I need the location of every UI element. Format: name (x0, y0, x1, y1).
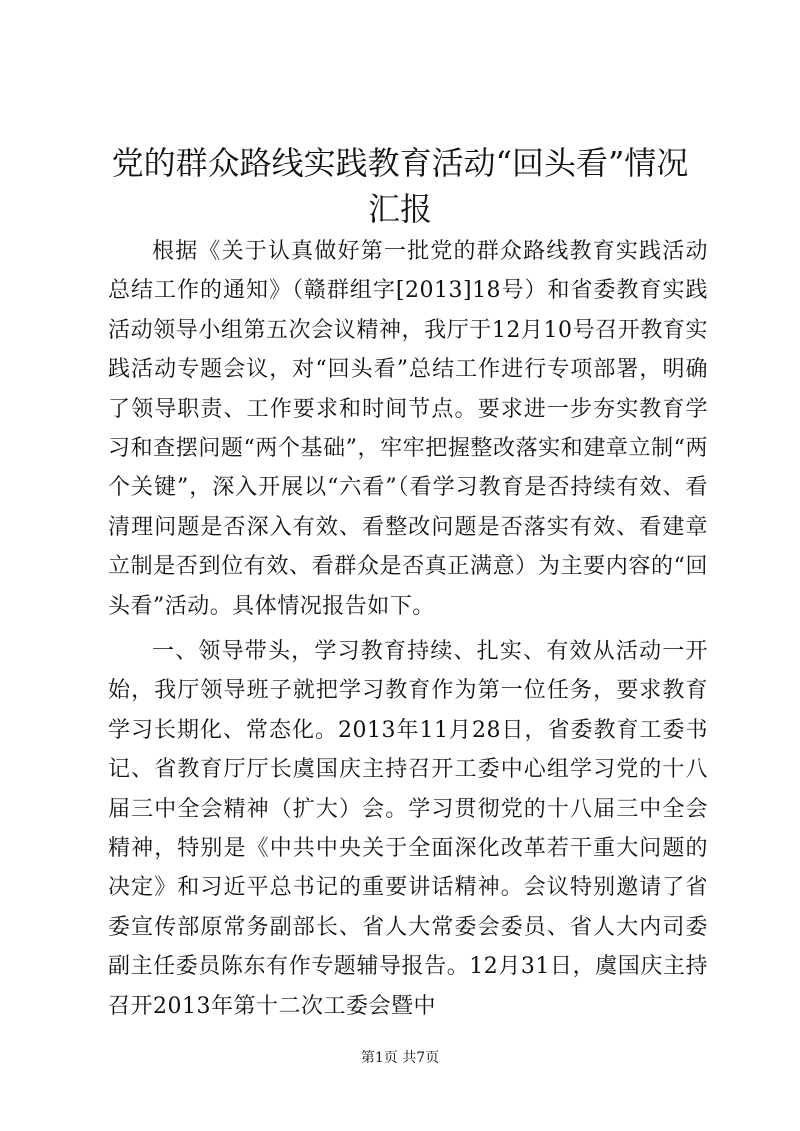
page-footer: 第1页 共7页 (360, 1050, 440, 1066)
document-title: 党的群众路线实践教育活动“回头看”情况汇报 (111, 144, 689, 228)
body-paragraph: 根据《关于认真做好第一批党的群众路线教育实践活动总结工作的通知》（赣群组字[2013]18号）和省委教育实践活动领导小组第五次会议精神，我厅于12月10号召开教育实践活动专题会议，对“回头看”总结工作进行专项部署，明确了领导职责、工作要求和时间节点。要求进一步夯实教育学习和查摆问题“两个基础”，牢牢把握整改落实和建章立制“两个关键”，深入开展以“六看”（看学习教育是否持续有效、看清理问题是否深入有效、看整改问题是否落实有效、看建章立制是否到位有效、看群众是否真正满意）为主要内容的“回头看”活动。具体情况报告如下。 (108, 239, 708, 619)
body-paragraph: 一、领导带头，学习教育持续、扎实、有效从活动一开始，我厅领导班子就把学习教育作为第一位任务，要求教育学习长期化、常态化。2013年11月28日，省委教育工委书记、省教育厅厅长虞国庆主持召开工委中心组学习党的十八届三中全会精神（扩大）会。学习贯彻党的十八届三中全会精神，特别是《中共中央关于全面深化改革若干重大问题的决定》和习近平总书记的重要讲话精神。会议特别邀请了省委宣传部原常务副部长、省人大常委会委员、省人大内司委副主任委员陈东有作专题辅导报告。12月31日，虞国庆主持召开2013年第十二次工委会暨中 (108, 639, 708, 1019)
